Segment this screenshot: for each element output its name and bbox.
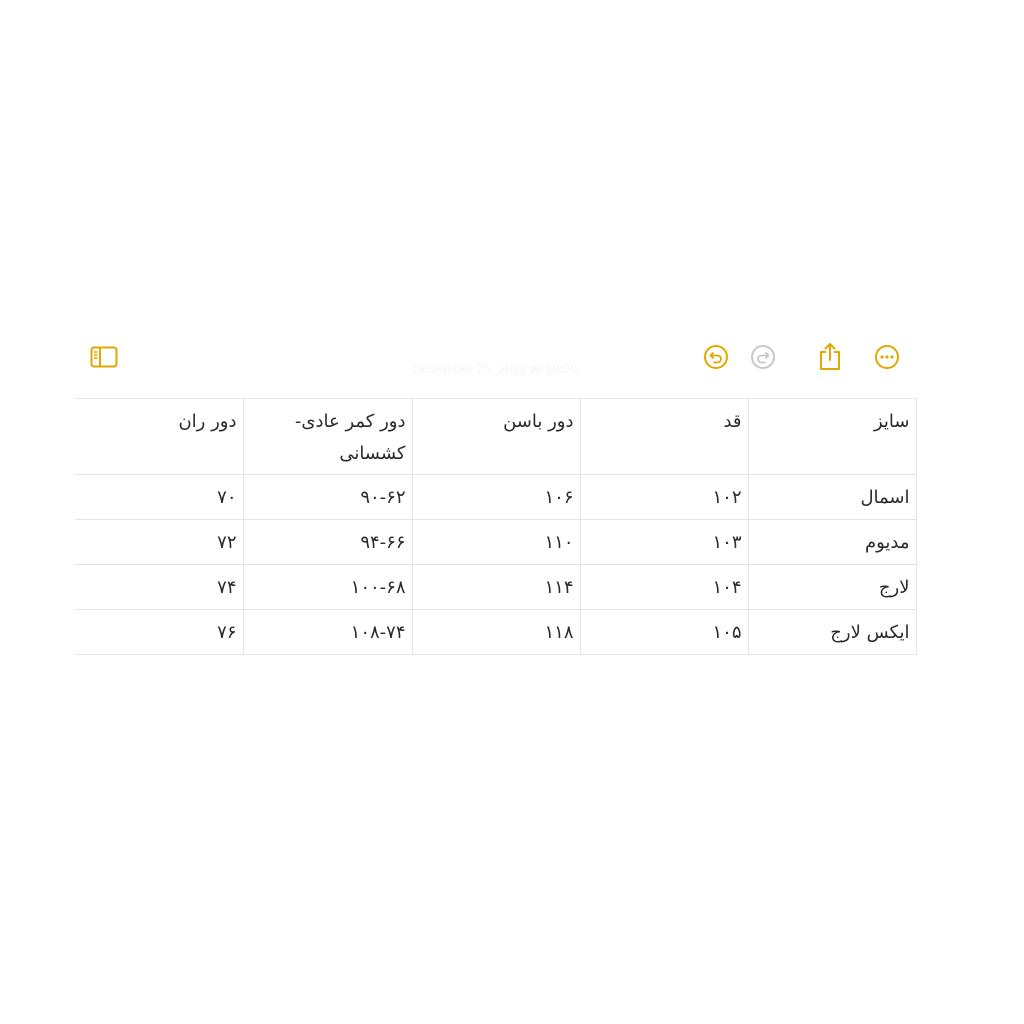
table-cell[interactable]: ۱۰۴ xyxy=(580,565,748,610)
table-cell[interactable]: ۷۲ xyxy=(75,520,243,565)
table-cell[interactable]: ۱۰۶ xyxy=(412,475,580,520)
table-cell[interactable]: ۱۰۵ xyxy=(580,610,748,655)
table-row xyxy=(75,565,916,610)
size-table[interactable] xyxy=(75,398,917,655)
table-header-cell[interactable]: دور باسن xyxy=(412,399,580,475)
table-header-cell[interactable]: دور کمر عادی-کشسانی xyxy=(243,399,412,475)
table-header-cell[interactable]: قد xyxy=(580,399,748,475)
table-cell[interactable]: ۷۴ xyxy=(75,565,243,610)
table-cell[interactable]: ۱۱۰ xyxy=(412,520,580,565)
table-row xyxy=(75,610,916,655)
note-date-header: December 25, 2023 at 10:00 xyxy=(412,361,578,376)
table-header-cell[interactable]: دور ران xyxy=(75,399,243,475)
table-cell[interactable]: ایکس لارج xyxy=(748,610,916,655)
table-cell[interactable]: مدیوم xyxy=(748,520,916,565)
table-row xyxy=(75,520,916,565)
table-header-row xyxy=(75,399,916,475)
table-cell[interactable]: ۱۰۰-۶۸ xyxy=(243,565,412,610)
table-cell[interactable]: ۱۰۲ xyxy=(580,475,748,520)
table-header-cell[interactable]: سایز xyxy=(748,399,916,475)
table-cell[interactable]: ۷۰ xyxy=(75,475,243,520)
table-cell[interactable]: ۷۶ xyxy=(75,610,243,655)
table-cell[interactable]: اسمال xyxy=(748,475,916,520)
table-cell[interactable]: ۱۱۸ xyxy=(412,610,580,655)
table-cell[interactable]: ۹۰-۶۲ xyxy=(243,475,412,520)
table-cell[interactable]: ۱۱۴ xyxy=(412,565,580,610)
table-cell[interactable]: لارج xyxy=(748,565,916,610)
table-row xyxy=(75,475,916,520)
table-cell[interactable]: ۱۰۸-۷۴ xyxy=(243,610,412,655)
table-cell[interactable]: ۹۴-۶۶ xyxy=(243,520,412,565)
table-cell[interactable]: ۱۰۳ xyxy=(580,520,748,565)
